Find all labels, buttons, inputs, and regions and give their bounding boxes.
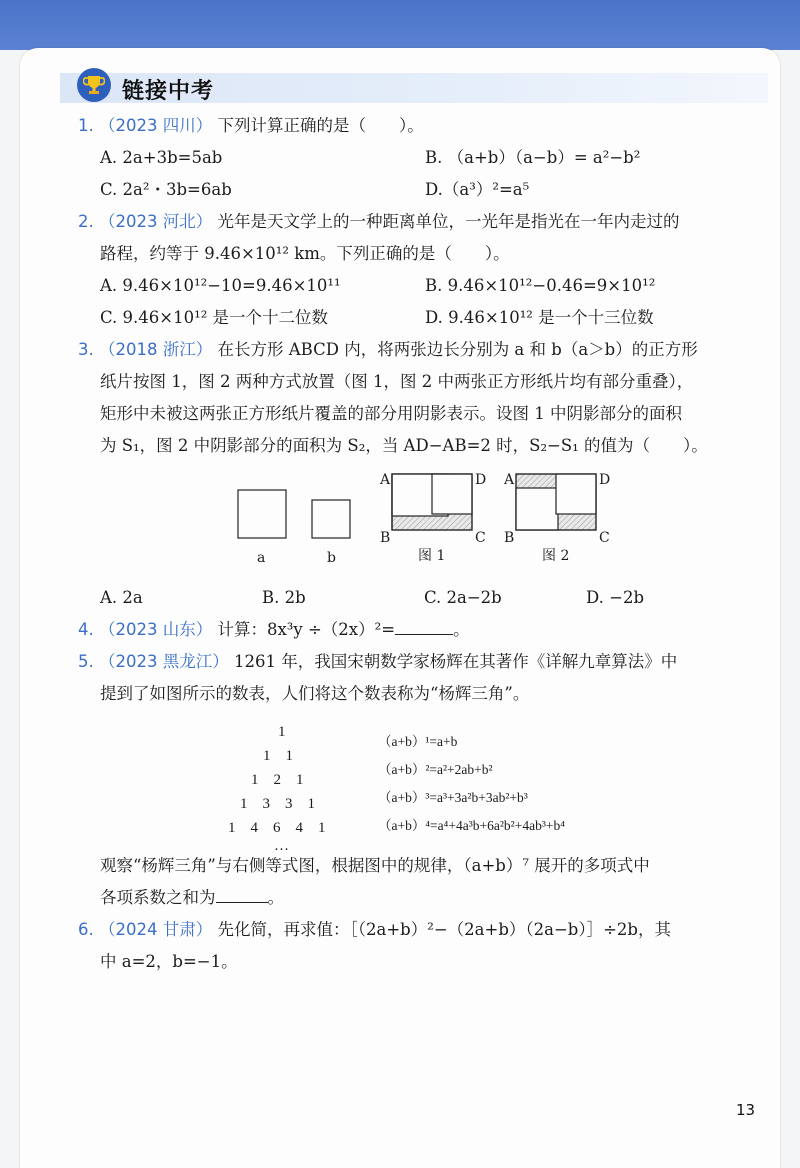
figure-area: [78, 462, 768, 582]
question-source: （2023 黑龙江）: [99, 652, 229, 671]
question-stem-cont: 矩形中未被这两张正方形纸片覆盖的部分用阴影表示。设图 1 中阴影部分的面积: [100, 404, 682, 423]
answer-blank[interactable]: [216, 884, 268, 903]
options-row: [78, 270, 768, 302]
trophy-icon: [77, 68, 111, 102]
option-d: D.（a³）²=a⁵: [425, 180, 530, 199]
question-number: 1.: [78, 116, 94, 135]
question-list: [78, 110, 768, 978]
question-number: 4.: [78, 620, 94, 639]
question-source: （2023 四川）: [99, 116, 213, 135]
question-stem: 计算：8x³y ÷（2x）²=: [217, 620, 396, 639]
section-title: 链接中考: [122, 79, 215, 104]
option-d: D. −2b: [586, 588, 645, 607]
question-stem: 先化简，再求值：［（2a+b）²−（2a+b）（2a−b）］÷2b，其: [217, 920, 671, 939]
label-D: D: [599, 472, 611, 488]
label-B: B: [380, 530, 391, 546]
option-b: B. 2b: [262, 588, 306, 607]
expansion-equation: （a+b）³=a³+3a²b+3ab²+b³: [378, 790, 528, 805]
page-number: 13: [736, 1101, 756, 1119]
triangle-row: 1 2 1: [251, 772, 304, 788]
triangle-row: 1 1: [263, 748, 294, 764]
label-D: D: [475, 472, 487, 488]
question-number: 2.: [78, 212, 94, 231]
options-row: [78, 582, 768, 614]
triangle-row: 1: [278, 724, 286, 740]
label-A: A: [380, 472, 391, 488]
label-C: C: [475, 530, 486, 546]
figure-1-caption: 图 1: [418, 548, 446, 564]
question-number: 3.: [78, 340, 94, 359]
option-b: B. （a+b）（a−b）= a²−b²: [425, 148, 641, 167]
figure-2-caption: 图 2: [542, 548, 570, 564]
options-row: [78, 302, 768, 334]
question-2: [78, 206, 768, 238]
option-c: C. 2a−2b: [424, 588, 502, 607]
question-stem-cont: 纸片按图 1，图 2 两种方式放置（图 1，图 2 中两张正方形纸片均有部分重叠），: [100, 372, 694, 391]
question-stem-cont: 中 a=2，b=−1。: [100, 952, 238, 971]
square-b: [312, 500, 350, 538]
option-c: C. 2a²・3b=6ab: [100, 180, 232, 199]
label-B: B: [504, 530, 515, 546]
expansion-equation: （a+b）¹=a+b: [378, 734, 458, 749]
option-a: A. 2a: [100, 588, 143, 607]
option-b: B. 9.46×10¹²−0.46=9×10¹²: [425, 276, 656, 295]
triangle-row: 1 4 6 4 1: [228, 820, 326, 836]
question-stem-cont: 为 S₁，图 2 中阴影部分的面积为 S₂，当 AD−AB=2 时，S₂−S₁ 的值为（ ）。: [100, 436, 708, 455]
question-6: [78, 914, 768, 946]
answer-blank[interactable]: [395, 616, 453, 635]
question-stem-cont: 提到了如图所示的数表，人们将这个数表称为“杨辉三角”。: [100, 684, 530, 703]
option-a: A. 2a+3b=5ab: [100, 148, 223, 167]
top-banner: [0, 0, 800, 50]
option-a: A. 9.46×10¹²−10=9.46×10¹¹: [100, 276, 341, 295]
label-a: a: [257, 550, 266, 566]
question-stem-cont: 观察“杨辉三角”与右侧等式图，根据图中的规律，（a+b）⁷ 展开的多项式中: [100, 856, 650, 875]
question-source: （2023 河北）: [99, 212, 213, 231]
options-row: [78, 174, 768, 206]
question-stem: 在长方形 ABCD 内，将两张边长分别为 a 和 b（a＞b）的正方形: [217, 340, 698, 359]
question-stem-text: 各项系数之和为: [100, 888, 216, 907]
question-stem-end: 。: [453, 620, 470, 639]
question-4: [78, 614, 768, 646]
label-b: b: [327, 550, 336, 566]
question-number: 5.: [78, 652, 94, 671]
square-a: [238, 490, 286, 538]
question-stem: 下列计算正确的是（ ）。: [217, 116, 424, 135]
question-stem: 1261 年，我国宋朝数学家杨辉在其著作《详解九章算法》中: [234, 652, 678, 671]
question-source: （2023 山东）: [99, 620, 213, 639]
expansion-equation: （a+b）⁴=a⁴+4a³b+6a²b²+4ab³+b⁴: [378, 818, 565, 833]
triangle-ellipsis: …: [274, 838, 289, 854]
question-stem-end: 。: [267, 888, 284, 907]
option-d: D. 9.46×10¹² 是一个十三位数: [425, 308, 654, 327]
question-stem: 光年是天文学上的一种距离单位，一光年是指光在一年内走过的: [217, 212, 680, 231]
option-c: C. 9.46×10¹² 是一个十二位数: [100, 308, 329, 327]
question-stem-cont: [78, 882, 768, 914]
question-number: 6.: [78, 920, 94, 939]
triangle-row: 1 3 3 1: [240, 796, 316, 812]
yanghui-triangle-figure: [78, 710, 768, 854]
label-A: A: [504, 472, 515, 488]
question-stem-cont: 路程，约等于 9.46×10¹² km。下列正确的是（ ）。: [100, 244, 510, 263]
question-source: （2024 甘肃）: [99, 920, 213, 939]
options-row: [78, 142, 768, 174]
expansion-equation: （a+b）²=a²+2ab+b²: [378, 762, 493, 777]
question-3: [78, 334, 768, 366]
question-5: [78, 646, 768, 678]
question-1: [78, 110, 768, 142]
question-source: （2018 浙江）: [99, 340, 213, 359]
label-C: C: [599, 530, 610, 546]
